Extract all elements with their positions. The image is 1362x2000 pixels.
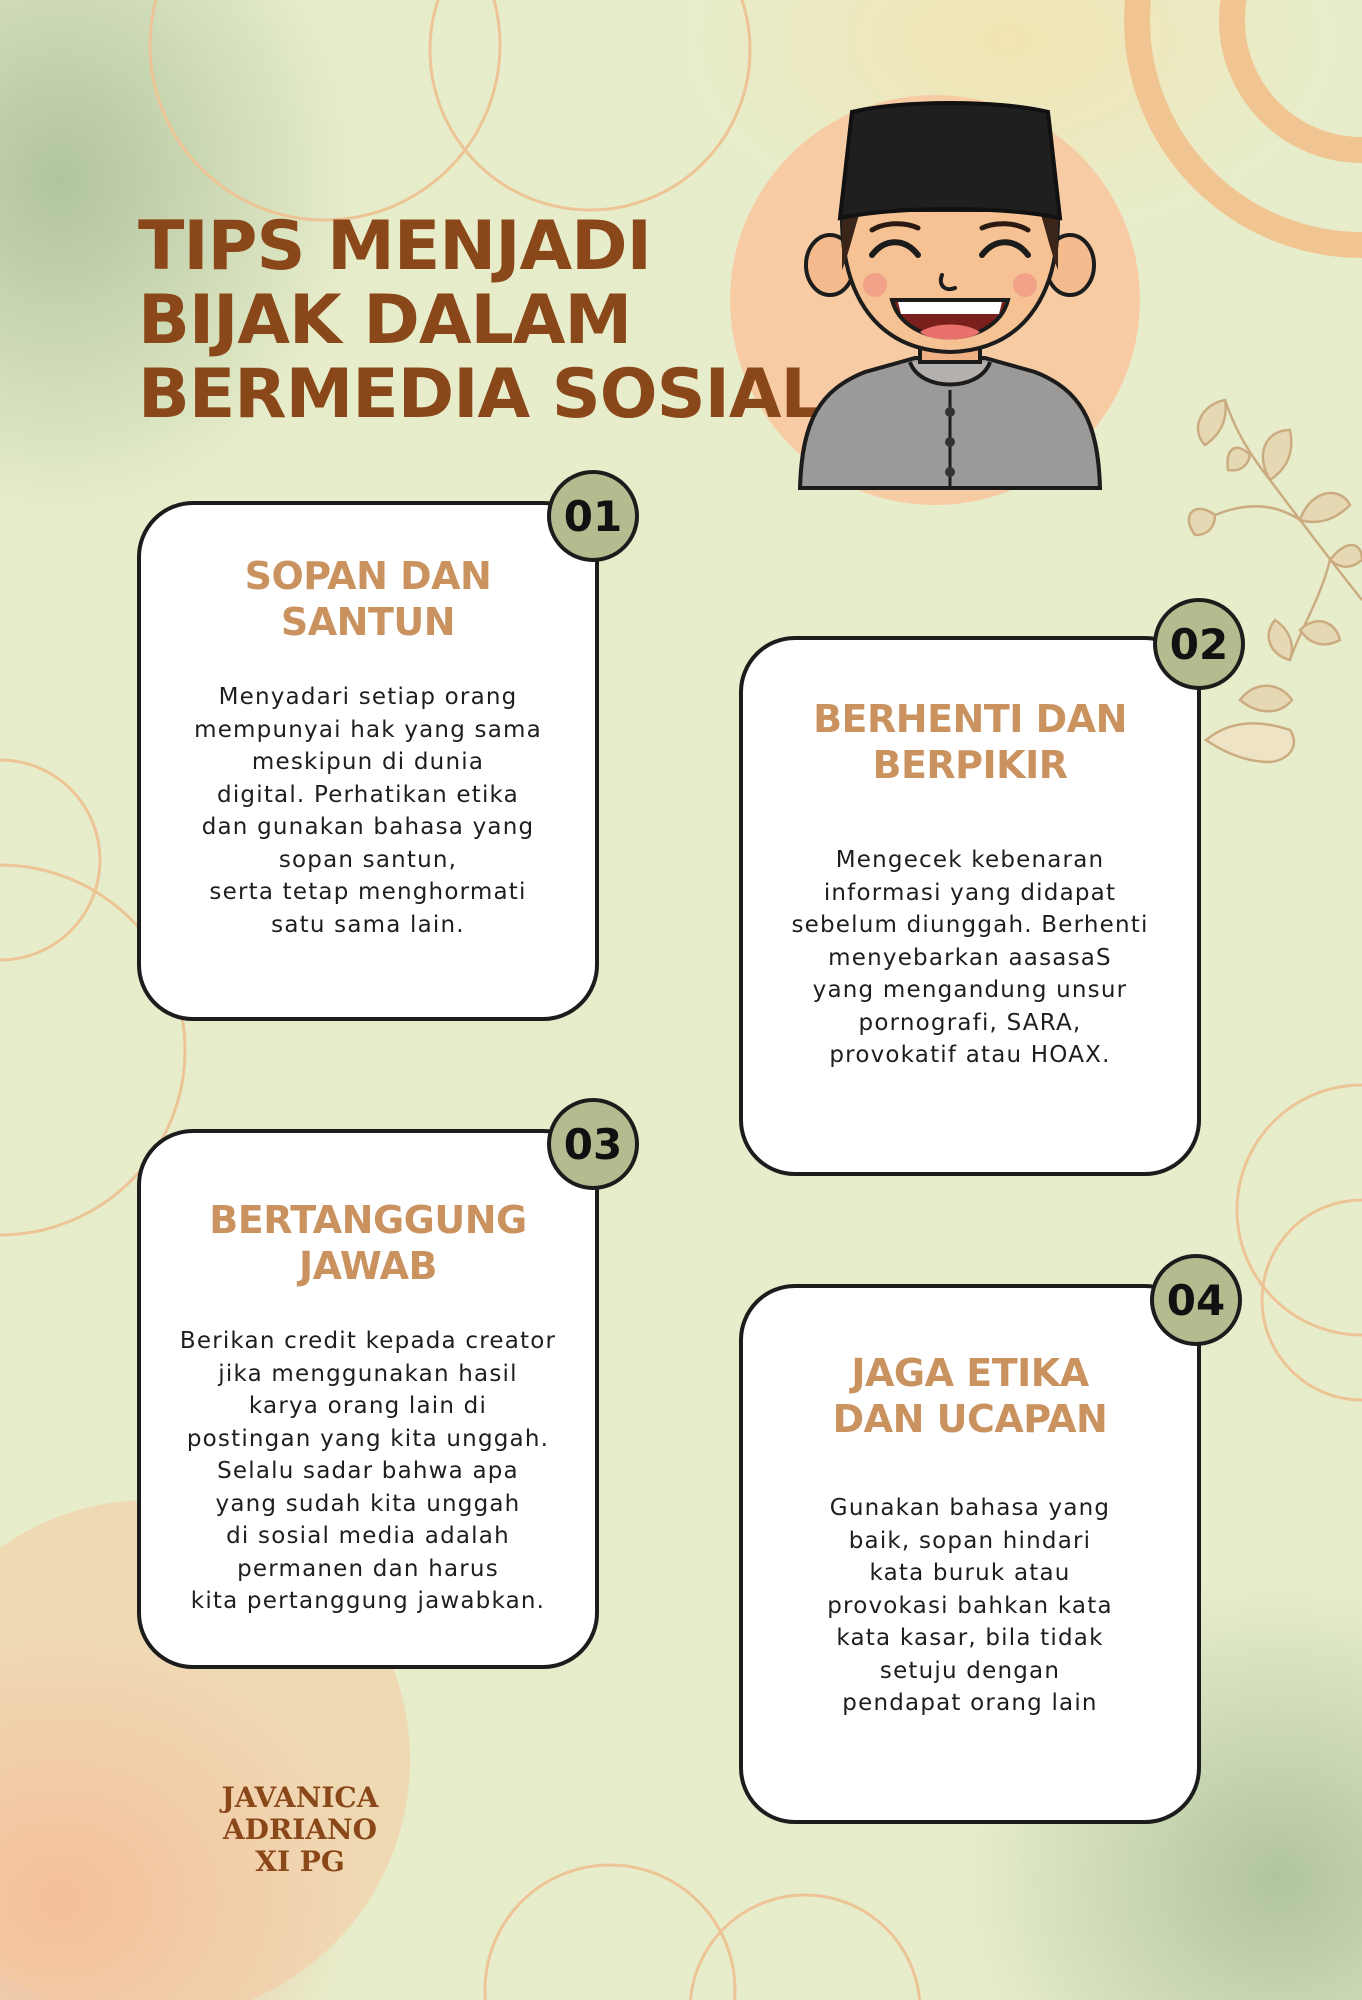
tip-card-4-heading: JAGA ETIKA DAN UCAPAN (832, 1351, 1108, 1441)
tip-card-1-heading: SOPAN DAN SANTUN (244, 554, 492, 644)
tip-card-1-body: Menyadari setiap orang mempunyai hak yang sama meskipun di dunia digital. Perhatikan etika dan gunakan bahasa yang sopan santun, serta tetap menghormati satu sama lain. (194, 684, 542, 938)
ring-bottom-2 (690, 1895, 920, 2000)
author-credit: JAVANICA ADRIANO XI PG (221, 1781, 379, 1878)
tip-card-2-heading: BERHENTI DAN BERPIKIR (813, 697, 1127, 787)
tip-card-1 (137, 501, 599, 1021)
tip-card-4 (739, 1284, 1201, 1824)
ring-left-1 (0, 760, 100, 960)
tip-card-3-heading: BERTANGGUNG JAWAB (209, 1198, 527, 1288)
tip-card-3-body: Berikan credit kepada creator jika menggunakan hasil karya orang lain di postingan yang kita unggah. Selalu sadar bahwa apa yang sudah kita unggah di sosial media adalah permanen dan harus kita pertanggung jawabkan. (179, 1328, 557, 1614)
ring-right-1 (1237, 1085, 1362, 1335)
tip-number-badge-2: 02 (1153, 598, 1245, 690)
page-title: TIPS MENJADI BIJAK DALAM BERMEDIA SOSIAL (138, 207, 823, 434)
smiling-boy-with-peci-icon (780, 100, 1120, 490)
ring-bottom-1 (485, 1865, 735, 2000)
tip-card-4-body: Gunakan bahasa yang baik, sopan hindari kata buruk atau provokasi bahkan kata kata kasar, bila tidak setuju dengan pendapat orang lain (827, 1495, 1113, 1716)
tip-card-3 (137, 1129, 599, 1669)
leaf-branch-icon (1189, 400, 1362, 762)
tip-card-2-body: Mengecek kebenaran informasi yang didapat sebelum diunggah. Berhenti menyebarkan aasasaS yang mengandung unsur pornografi, SARA, provokatif atau HOAX. (791, 847, 1149, 1068)
tip-number-badge-3: 03 (547, 1098, 639, 1190)
tip-card-2 (739, 636, 1201, 1176)
tip-number-badge-1: 01 (547, 470, 639, 562)
tip-number-badge-4: 04 (1150, 1254, 1242, 1346)
